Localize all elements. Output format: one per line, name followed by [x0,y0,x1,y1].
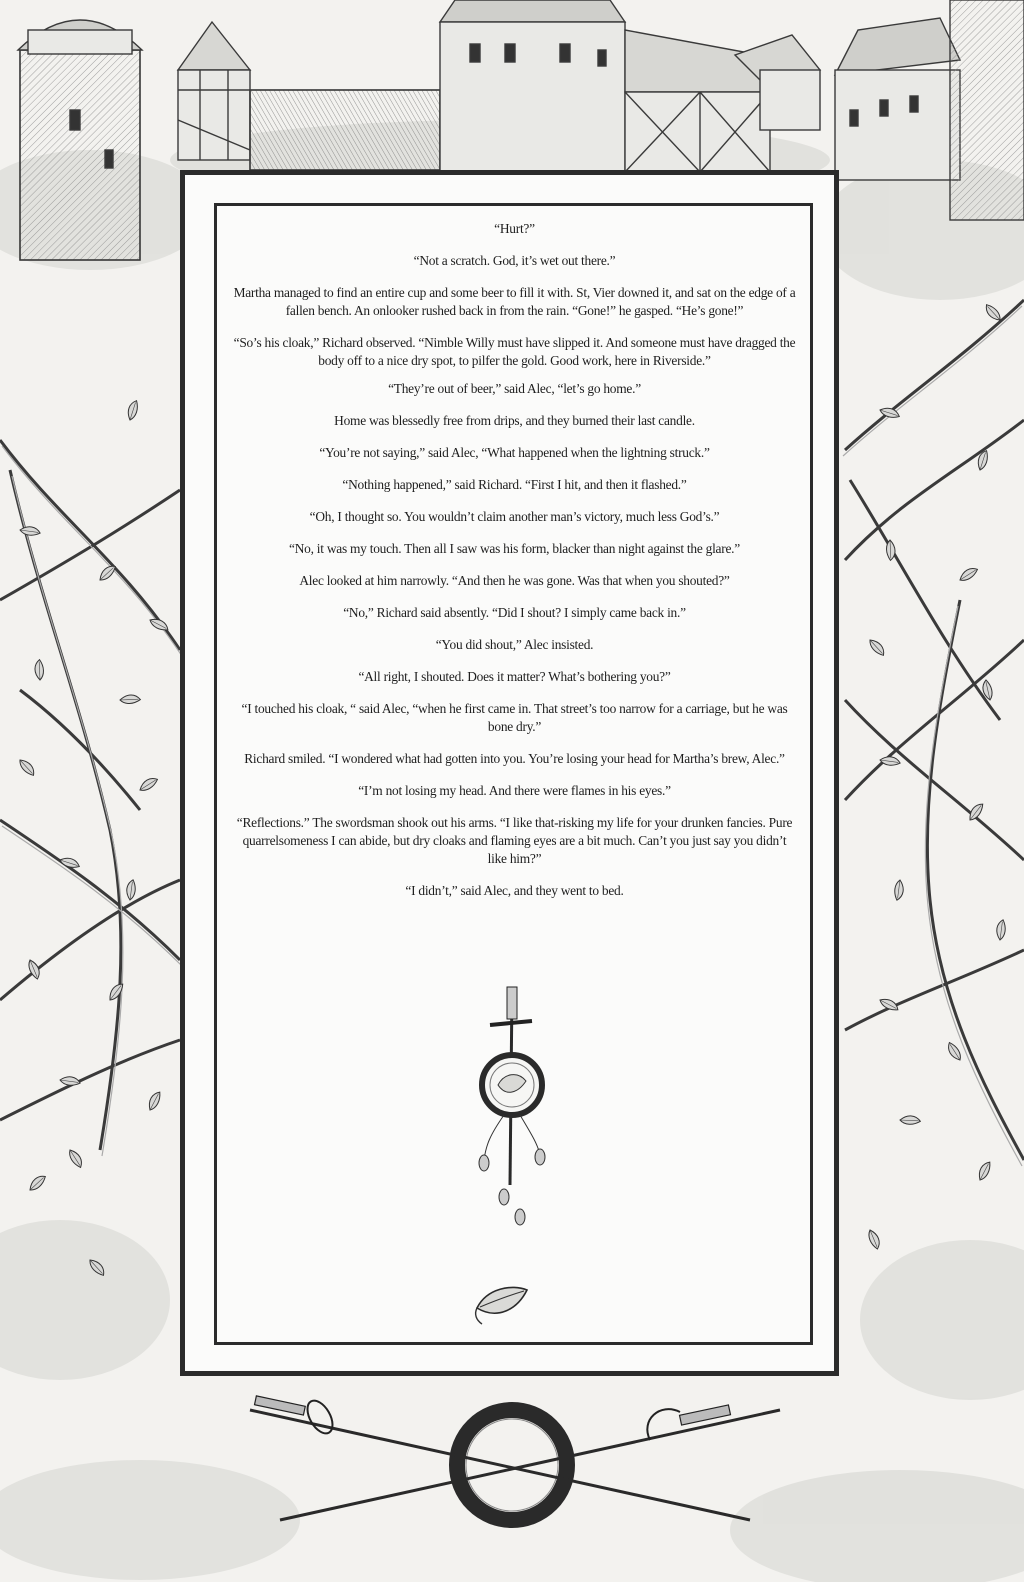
paragraph: “Hurt?” [494,221,535,236]
paragraph: “They’re out of beer,” said Alec, “let’s go home.” [388,381,641,396]
paragraph: “So’s his cloak,” Richard observed. “Nimble Willy must have slipped it. And someone must have dragged the body off to a nice dry spot, to pilfer the gold. Good work, here in Riverside.” [233,335,796,368]
paragraph: Home was blessedly free from drips, and they burned their last candle. [334,413,695,428]
paragraph: “No, it was my touch. Then all I saw was his form, blacker than night against the glare.” [289,541,740,556]
leaves-left [18,399,170,1278]
paragraph: “Not a scratch. God, it’s wet out there.” [413,253,616,268]
paragraph: “Reflections.” The swordsman shook out his arms. “I like that-risking my life for your drunken fancies. Pure quarrelsomeness I can abide, but dry cloaks and flaming eyes are a bit much. Can’t you just say you didn’t like him?” [236,815,793,866]
paragraph: Martha managed to find an entire cup and some beer to fill it with. St, Vier downed it, and sat on the edge of a fallen bench. An onlooker rushed back in from the rain. “Gone!” he gasped. “He’s gone!” [233,285,796,318]
crossed-swords-emblem [250,1396,780,1520]
paragraph: “No,” Richard said absently. “Did I shout? I simply came back in.” [343,605,686,620]
leaves-right [868,302,1009,1250]
leaf-flourish [472,1280,532,1328]
paragraph: “I’m not losing my head. And there were flames in his eyes.” [358,783,671,798]
vines-right-shadow [843,306,1022,1166]
story-text [232,220,797,914]
paragraph: “I touched his cloak, “ said Alec, “when he first came in. That street’s too narrow for a carriage, but he was bone dry.” [241,701,788,734]
paragraph: Alec looked at him narrowly. “And then he was gone. Was that when you shouted?” [299,573,730,588]
vines-left [0,440,180,1150]
paragraph: “I didn’t,” said Alec, and they went to bed. [405,883,624,898]
vines-right [845,300,1024,1160]
paragraph: “Nothing happened,” said Richard. “First I hit, and then it flashed.” [342,477,687,492]
sword-medallion-ornament [460,985,570,1245]
paragraph: “You’re not saying,” said Alec, “What happened when the lightning struck.” [319,445,710,460]
paragraph: “All right, I shouted. Does it matter? What’s bothering you?” [358,669,671,684]
paragraph: “Oh, I thought so. You wouldn’t claim another man’s victory, much less God’s.” [309,509,720,524]
paragraph: Richard smiled. “I wondered what had gotten into you. You’re losing your head for Martha’s brew, Alec.” [244,751,785,766]
paragraph: “You did shout,” Alec insisted. [435,637,594,652]
